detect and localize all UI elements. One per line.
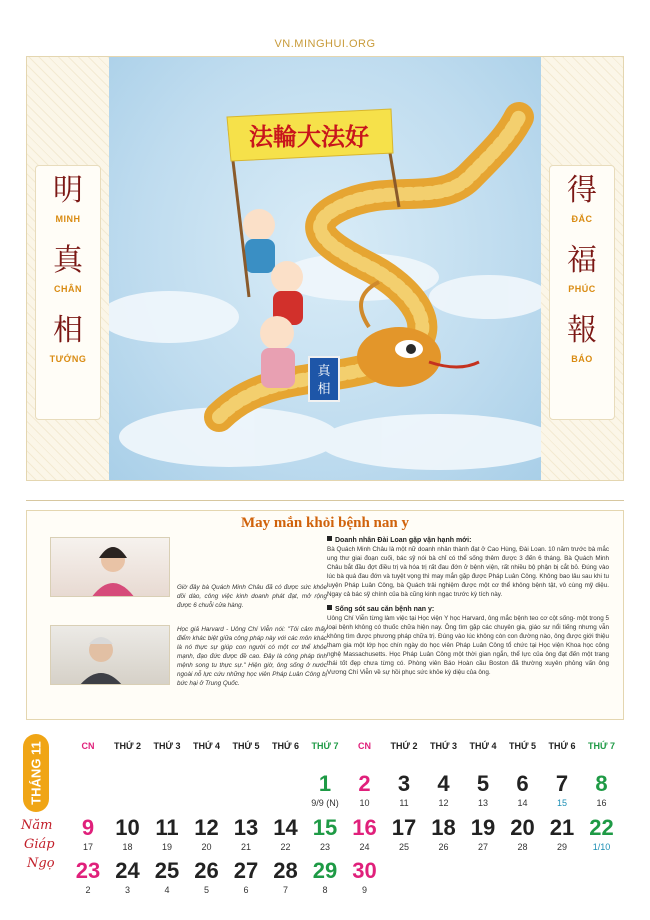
calendar-day: 4 [437,771,450,796]
year-line-2: Giáp [24,837,55,852]
right-label-phuc: PHÚC [568,284,596,294]
weekday-header: THỨ 5 [232,741,260,751]
site-url: VN.MINGHUI.ORG [274,38,376,50]
lunar-date: 1/10 [592,842,611,852]
calendar-day: 26 [194,858,219,883]
lunar-date: 28 [517,842,528,852]
section-heading-2 [327,605,609,613]
weekday-header: THỨ 3 [153,741,181,751]
calendar-day: 16 [352,815,377,840]
lunar-date: 23 [319,842,330,852]
calendar-day: 7 [555,771,569,796]
lunar-date: 22 [280,842,291,852]
weekday-header: THỨ 4 [469,741,497,751]
weekday-header: THỨ 7 [311,741,339,751]
calendar-day: 9 [81,815,95,840]
right-panel-inner [549,165,615,420]
weekday-header: THỨ 6 [548,741,576,751]
right-panel [541,57,623,480]
lunar-date: 18 [122,842,133,852]
calendar-day: 20 [510,815,535,840]
lunar-date: 3 [124,885,130,895]
lunar-date: 6 [243,885,249,895]
left-label-tuong: TƯỚNG [49,354,87,364]
lunar-date: 8 [322,885,328,895]
lunar-date: 14 [517,798,528,808]
article-body [327,536,609,683]
calendar-day: 8 [595,771,608,796]
section-heading-2-text: Sống sót sau căn bệnh nan y: [335,606,435,613]
calendar-day: 17 [391,815,417,840]
weekday-header: THỨ 7 [588,741,615,751]
lunar-date: 11 [399,798,409,808]
artwork-frame [26,56,624,481]
right-glyph-bao: 報 [567,313,597,348]
lunar-date: 10 [359,798,370,808]
calendar-day: 28 [273,858,298,883]
calendar-day: 27 [233,858,259,883]
calendar-day: 5 [476,771,490,796]
plaque-char-1: 真 [317,364,331,379]
year-line-3: Ngọ [27,856,55,871]
right-glyph-phuc: 福 [567,243,597,278]
left-panel-inner [35,165,101,420]
left-glyph-chan: 真 [53,243,83,278]
calendar-day: 23 [75,858,101,883]
dragon-painting [109,57,541,480]
section-heading-1 [327,536,609,544]
lunar-date: 24 [359,842,370,852]
caption-businesswoman: Giờ đây bà Quách Minh Châu đã có được sức khỏe dồi dào, công việc kinh doanh phát đạt, mở rộng được 6 chuỗi cửa hàng. [177,584,327,609]
weekday-header: THỨ 4 [193,741,220,751]
year-line-1: Năm [21,818,53,833]
lunar-date: 19 [161,842,172,852]
month-tab [23,734,49,812]
section-heading-1-text: Doanh nhân Đài Loan gặp vận hạnh mới: [335,537,472,544]
lunar-date: 20 [201,842,212,852]
calendar-day: 2 [358,771,371,796]
calendar-day: 25 [154,858,180,883]
lunar-date: 4 [164,885,170,895]
right-glyph-dac: 得 [567,173,597,208]
calendar-day: 10 [115,815,140,840]
calendar-day: 22 [589,815,614,840]
painting-illustration [109,57,541,480]
calendar-day: 12 [194,815,219,840]
calendar-day: 14 [273,815,298,840]
left-glyph-minh: 明 [53,173,83,208]
lunar-date: 21 [240,842,251,852]
calendar-day: 6 [516,771,529,796]
plaque-char-2: 相 [317,382,331,397]
left-label-minh: MINH [55,214,81,224]
children-figures [243,209,303,388]
weekday-header: THỨ 2 [114,741,141,751]
weekday-header: THỨ 3 [430,741,457,751]
calendar-day: 21 [549,815,575,840]
calendar-day: 29 [312,858,338,883]
calendar-day: 19 [470,815,496,840]
calendar-day: 30 [352,858,377,883]
separator [26,500,624,501]
lunar-date: 9 [361,885,367,895]
photo-businesswoman [50,537,170,597]
section-body-2: Uông Chí Viễn từng làm việc tại Học viện Y học Harvard, ông mắc bệnh teo cơ cột sống- một trong 5 loại bệnh không có thuốc chữa hiện nay. Ông tìm gặp các chuyên gia, giáo sư nổi tiếng nhưng vẫn không tìm được phương pháp chữa trị. Đúng vào lúc không còn con đường nào, ông được giới thiệu tham gia một lớp học chín ngày do học viên Pháp Luân Công tổ chức tại Học viện Khoa học công nghệ Massachusetts. Học Pháp Luân Công một thời gian ngắn, thể lực của ông đạt đến một trang thái tốt đẹp chưa từng có. Phòng viên Báo Hoàn cầu Boston đã thường xuyên phỏng vấn ông Vương Chí Viễn về sự hồi phục sức khỏe kỳ diệu của ông. [327,615,609,676]
lunar-date: 15 [556,798,567,808]
calendar-day: 1 [318,771,332,796]
calendar-day: 11 [155,815,179,840]
lunar-date: 5 [203,885,209,895]
lunar-date: 2 [85,885,91,895]
banner-text: 法輪大法好 [249,122,369,151]
section-body-1: Bà Quách Minh Châu là một nữ doanh nhân thành đạt ở Cao Hùng, Đài Loan. 10 năm trước bà mắc ung thư giai đoạn cuối, bác sỹ nói bà chỉ có thể sống thêm được 3 đến 6 tháng. Bà Quách Minh Châu bắt đầu đợt điều trị và hóa trị rất đau đớn ở bệnh viện, rất nhiều bộ phận bị cắt bỏ. Đúng vào lúc bà quá đau đớn và tuyệt vọng thì may mắn gặp được Pháp Luân Công. Không bao lâu sau khi tu luyện Pháp Luân Công, bà Quách trải nghiệm được một cơ thể không bệnh tật, vô cùng mỹ diệu. Ngay cả bác sỹ chính của bà cũng kinh ngạc trước kỳ tích này. [327,546,609,598]
weekday-header: CN [81,741,95,751]
weekday-header: CN [358,741,371,751]
caption-scholar: Học giả Harvard - Uông Chí Viễn nói: "Tôi cảm thấy điểm khác biệt giữa công pháp này với các môn khác là nó thực sự giúp con người có một cơ thể khỏe mạnh, đạo đức được đề cao. Đây là công pháp tinh mệnh song tu thực sự." Hiện giờ, ông sống ở nước ngoài nỗ lực cứu những học viên Pháp Luân Công bị bức hại ở Trung Quốc. [177,626,327,687]
lunar-date: 26 [438,842,449,852]
lunar-date: 16 [596,798,607,808]
calendar-day: 13 [233,815,259,840]
calendar-day: 3 [397,771,411,796]
weekday-header: THỨ 2 [390,741,418,751]
calendar-day: 24 [115,858,140,883]
month-label: THÁNG 11 [28,741,44,805]
lunar-date: 13 [477,798,488,808]
left-panel [27,57,109,480]
lunar-date: 9/9 (N) [311,798,339,808]
article-box [26,510,624,720]
left-glyph-tuong: 相 [53,313,83,348]
right-label-dac: ĐẮC [571,214,593,224]
lunar-date: 12 [438,798,449,808]
calendar-day: 15 [312,815,338,840]
lunar-date: 29 [556,842,567,852]
lunar-date: 7 [282,885,288,895]
article-title: May mắn khỏi bệnh nan y [241,515,409,531]
photo-scholar [50,625,170,685]
right-label-bao: BÁO [571,354,593,364]
lunar-date: 25 [398,842,409,852]
calendar-day: 18 [431,815,456,840]
lunar-date: 17 [82,842,93,852]
left-label-chan: CHÂN [54,284,82,294]
lunar-date: 27 [477,842,488,852]
weekday-header: THỨ 6 [272,741,299,751]
weekday-header: THỨ 5 [509,741,536,751]
